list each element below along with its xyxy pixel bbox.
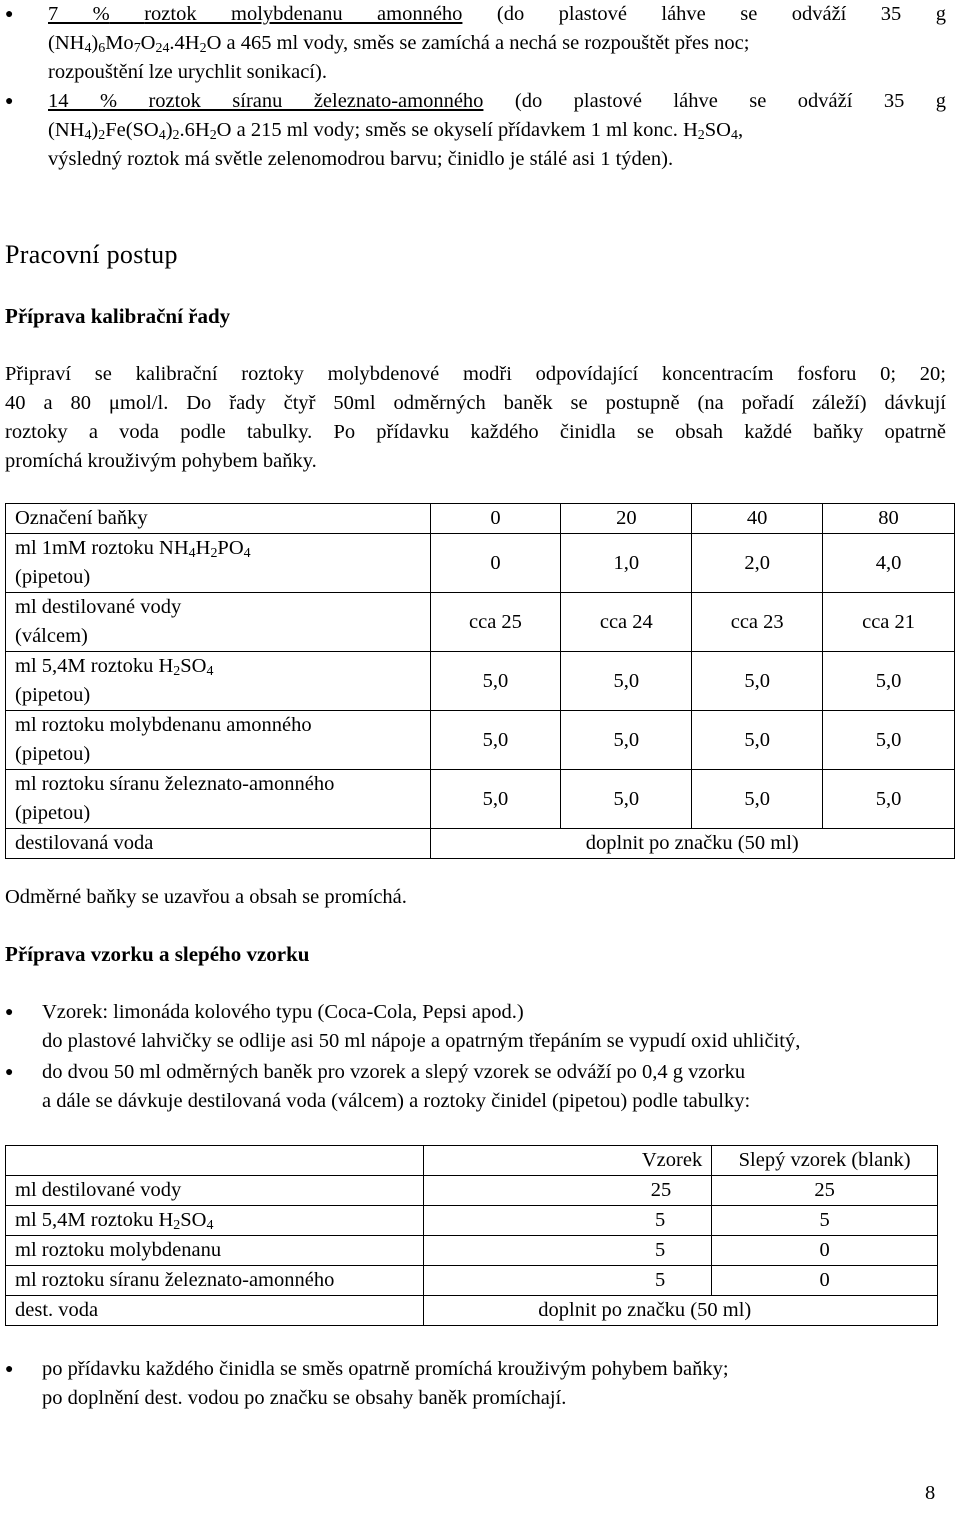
reagent-1-percent: 7 % [48,3,110,25]
table-cell: 5,0 [561,652,692,711]
table-row [6,534,955,593]
table-cell: 0 [430,534,561,593]
reagent-2-name: roztok síranu železnato-amonného [148,90,484,112]
table-cell: 40 [692,504,823,534]
reagent-1-line-1 [48,0,946,29]
final-bullet-line-1: po přídavku každého činidla se směs opatrně promíchá krouživým pohybem baňky; [42,1358,729,1380]
table-row [6,770,955,829]
table-cell: 2,0 [692,534,823,593]
table-cell: destilovaná voda [6,829,431,859]
table-cell: ml destilované vody [6,1176,424,1206]
table-cell: 5,0 [561,770,692,829]
table-cell: 5 [423,1206,712,1236]
sample-bullet-2: do dvou 50 ml odměrných baněk pro vzorek a slepý vzorek se odváží po 0,4 g vzorku [42,1061,746,1083]
table-cell: 5 [423,1266,712,1296]
table-cell: 20 [561,504,692,534]
page-number: 8 [925,1482,936,1504]
table-row [6,829,955,859]
table-cell: cca 25 [430,593,561,652]
table-cell: dest. voda [6,1296,424,1326]
sample-bullet-1: Vzorek: limonáda kolového typu (Coca-Cola, Pepsi apod.) [42,1001,524,1023]
table-cell: 5,0 [430,711,561,770]
table-cell: 5,0 [561,711,692,770]
table-cell: 5,0 [823,652,955,711]
final-bullet-line-2: po doplnění dest. vodou po značku se obsahy baněk promíchají. [42,1387,567,1409]
table-cell: 5,0 [430,770,561,829]
table-cell: ml roztoku molybdenanu [6,1236,424,1266]
table-cell: 5 [423,1236,712,1266]
table-cell: ml roztoku síranu železnato-amonného (pipetou) [6,770,431,829]
table-cell: ml roztoku molybdenanu amonného (pipetou) [6,711,431,770]
reagent-2-desc: (do plastové láhve se odváží 35 g [514,90,947,112]
table-row [6,1266,938,1296]
table-row [6,1236,938,1266]
table-row [6,1296,938,1326]
table-cell: ml 5,4M roztoku $H_2SO_4$ (pipetou) [6,652,431,711]
table-cell: doplnit po značku (50 ml) [430,829,954,859]
table-cell: ml roztoku síranu železnato-amonného [6,1266,424,1296]
table-row [6,1176,938,1206]
bullet-icon: ● [5,94,14,109]
reagent-1-name: roztok molybdenanu amonného [144,3,463,25]
table-cell: 25 [423,1176,712,1206]
table-cell: 5,0 [692,770,823,829]
table-cell: 4,0 [823,534,955,593]
reagent-2-line-1 [48,87,946,116]
bullet-icon: ● [5,1065,14,1080]
table-cell: 0 [430,504,561,534]
table-row [6,593,955,652]
table-cell: 5,0 [823,711,955,770]
reagent-1-line-2: $(NH_4)_6Mo_7O_{24}.4H_2O$ a 465 ml vody, směs se zamíchá a nechá se rozpouštět přes noc; [48,32,750,57]
table-cell: ml 5,4M roztoku $H_2SO_4$ [6,1206,424,1236]
table-cell: doplnit po značku (50 ml) [423,1296,937,1326]
table-cell: 5,0 [823,770,955,829]
sample-heading: Příprava vzorku a slepého vzorku [5,942,310,966]
sample-bullet-1-cont: do plastové lahvičky se odlije asi 50 ml nápoje a opatrným třepáním se vypudí oxid uhličitý, [42,1030,801,1052]
reagent-2-line-2: $(NH_4)_2Fe(SO_4)_2.6H_2O$ a 215 ml vody; směs se okyselí přídavkem 1 ml konc. $H_2SO_4$, [48,119,744,144]
table-cell: cca 23 [692,593,823,652]
bullet-icon: ● [5,1005,14,1020]
table-cell: 5,0 [430,652,561,711]
table-cell: ml destilované vody (válcem) [6,593,431,652]
table-cell: 0 [712,1236,938,1266]
calibration-text-line-3: roztoky a voda podle tabulky. Po přídavku každého činidla se obsah každé baňky opatrně [5,421,946,443]
sample-bullet-2-cont: a dále se dávkuje destilovaná voda (válcem) a roztoky činidel (pipetou) podle tabulky: [42,1090,751,1112]
bullet-icon: ● [5,7,14,22]
procedure-heading: Pracovní postup [5,240,178,269]
table-row [6,711,955,770]
table-row [6,1206,938,1236]
reagent-2-line-3: výsledný roztok má světle zelenomodrou barvu; činidlo je stálé asi 1 týden). [48,148,674,170]
table-cell: ml 1mM roztoku $NH_4H_2PO_4$ (pipetou) [6,534,431,593]
calibration-text-line-1: Připraví se kalibrační roztoky molybdenové modři odpovídající koncentracím fosforu 0; 20; [5,363,946,385]
table-cell: 0 [712,1266,938,1296]
reagent-1-desc: (do plastové láhve se odváží 35 g [496,3,946,25]
table-cell: 80 [823,504,955,534]
calibration-heading: Příprava kalibrační řady [5,304,231,328]
table-row [6,1146,938,1176]
reagent-2-percent: 14 % [48,90,118,112]
after-table-text: Odměrné baňky se uzavřou a obsah se promíchá. [5,886,407,908]
reagent-1-line-3: rozpouštění lze urychlit sonikací). [48,61,327,83]
sample-table [5,1145,938,1326]
table-cell: 5,0 [692,652,823,711]
table-cell: cca 21 [823,593,955,652]
calibration-table [5,503,955,859]
table-cell [6,1146,424,1176]
calibration-text-line-2: 40 a 80 μmol/l. Do řady čtyř 50ml odměrných baněk se postupně (na pořadí záleží) dávkují [5,392,946,414]
table-cell: 5 [712,1206,938,1236]
table-cell: Vzorek [423,1146,712,1176]
table-row [6,652,955,711]
bullet-icon: ● [5,1362,14,1377]
table-cell: cca 24 [561,593,692,652]
table-cell: 25 [712,1176,938,1206]
table-row [6,504,955,534]
table-cell: 1,0 [561,534,692,593]
table-cell: Slepý vzorek (blank) [712,1146,938,1176]
calibration-text-line-4: promíchá krouživým pohybem baňky. [5,450,317,472]
table-cell: Označení baňky [6,504,431,534]
table-cell: 5,0 [692,711,823,770]
